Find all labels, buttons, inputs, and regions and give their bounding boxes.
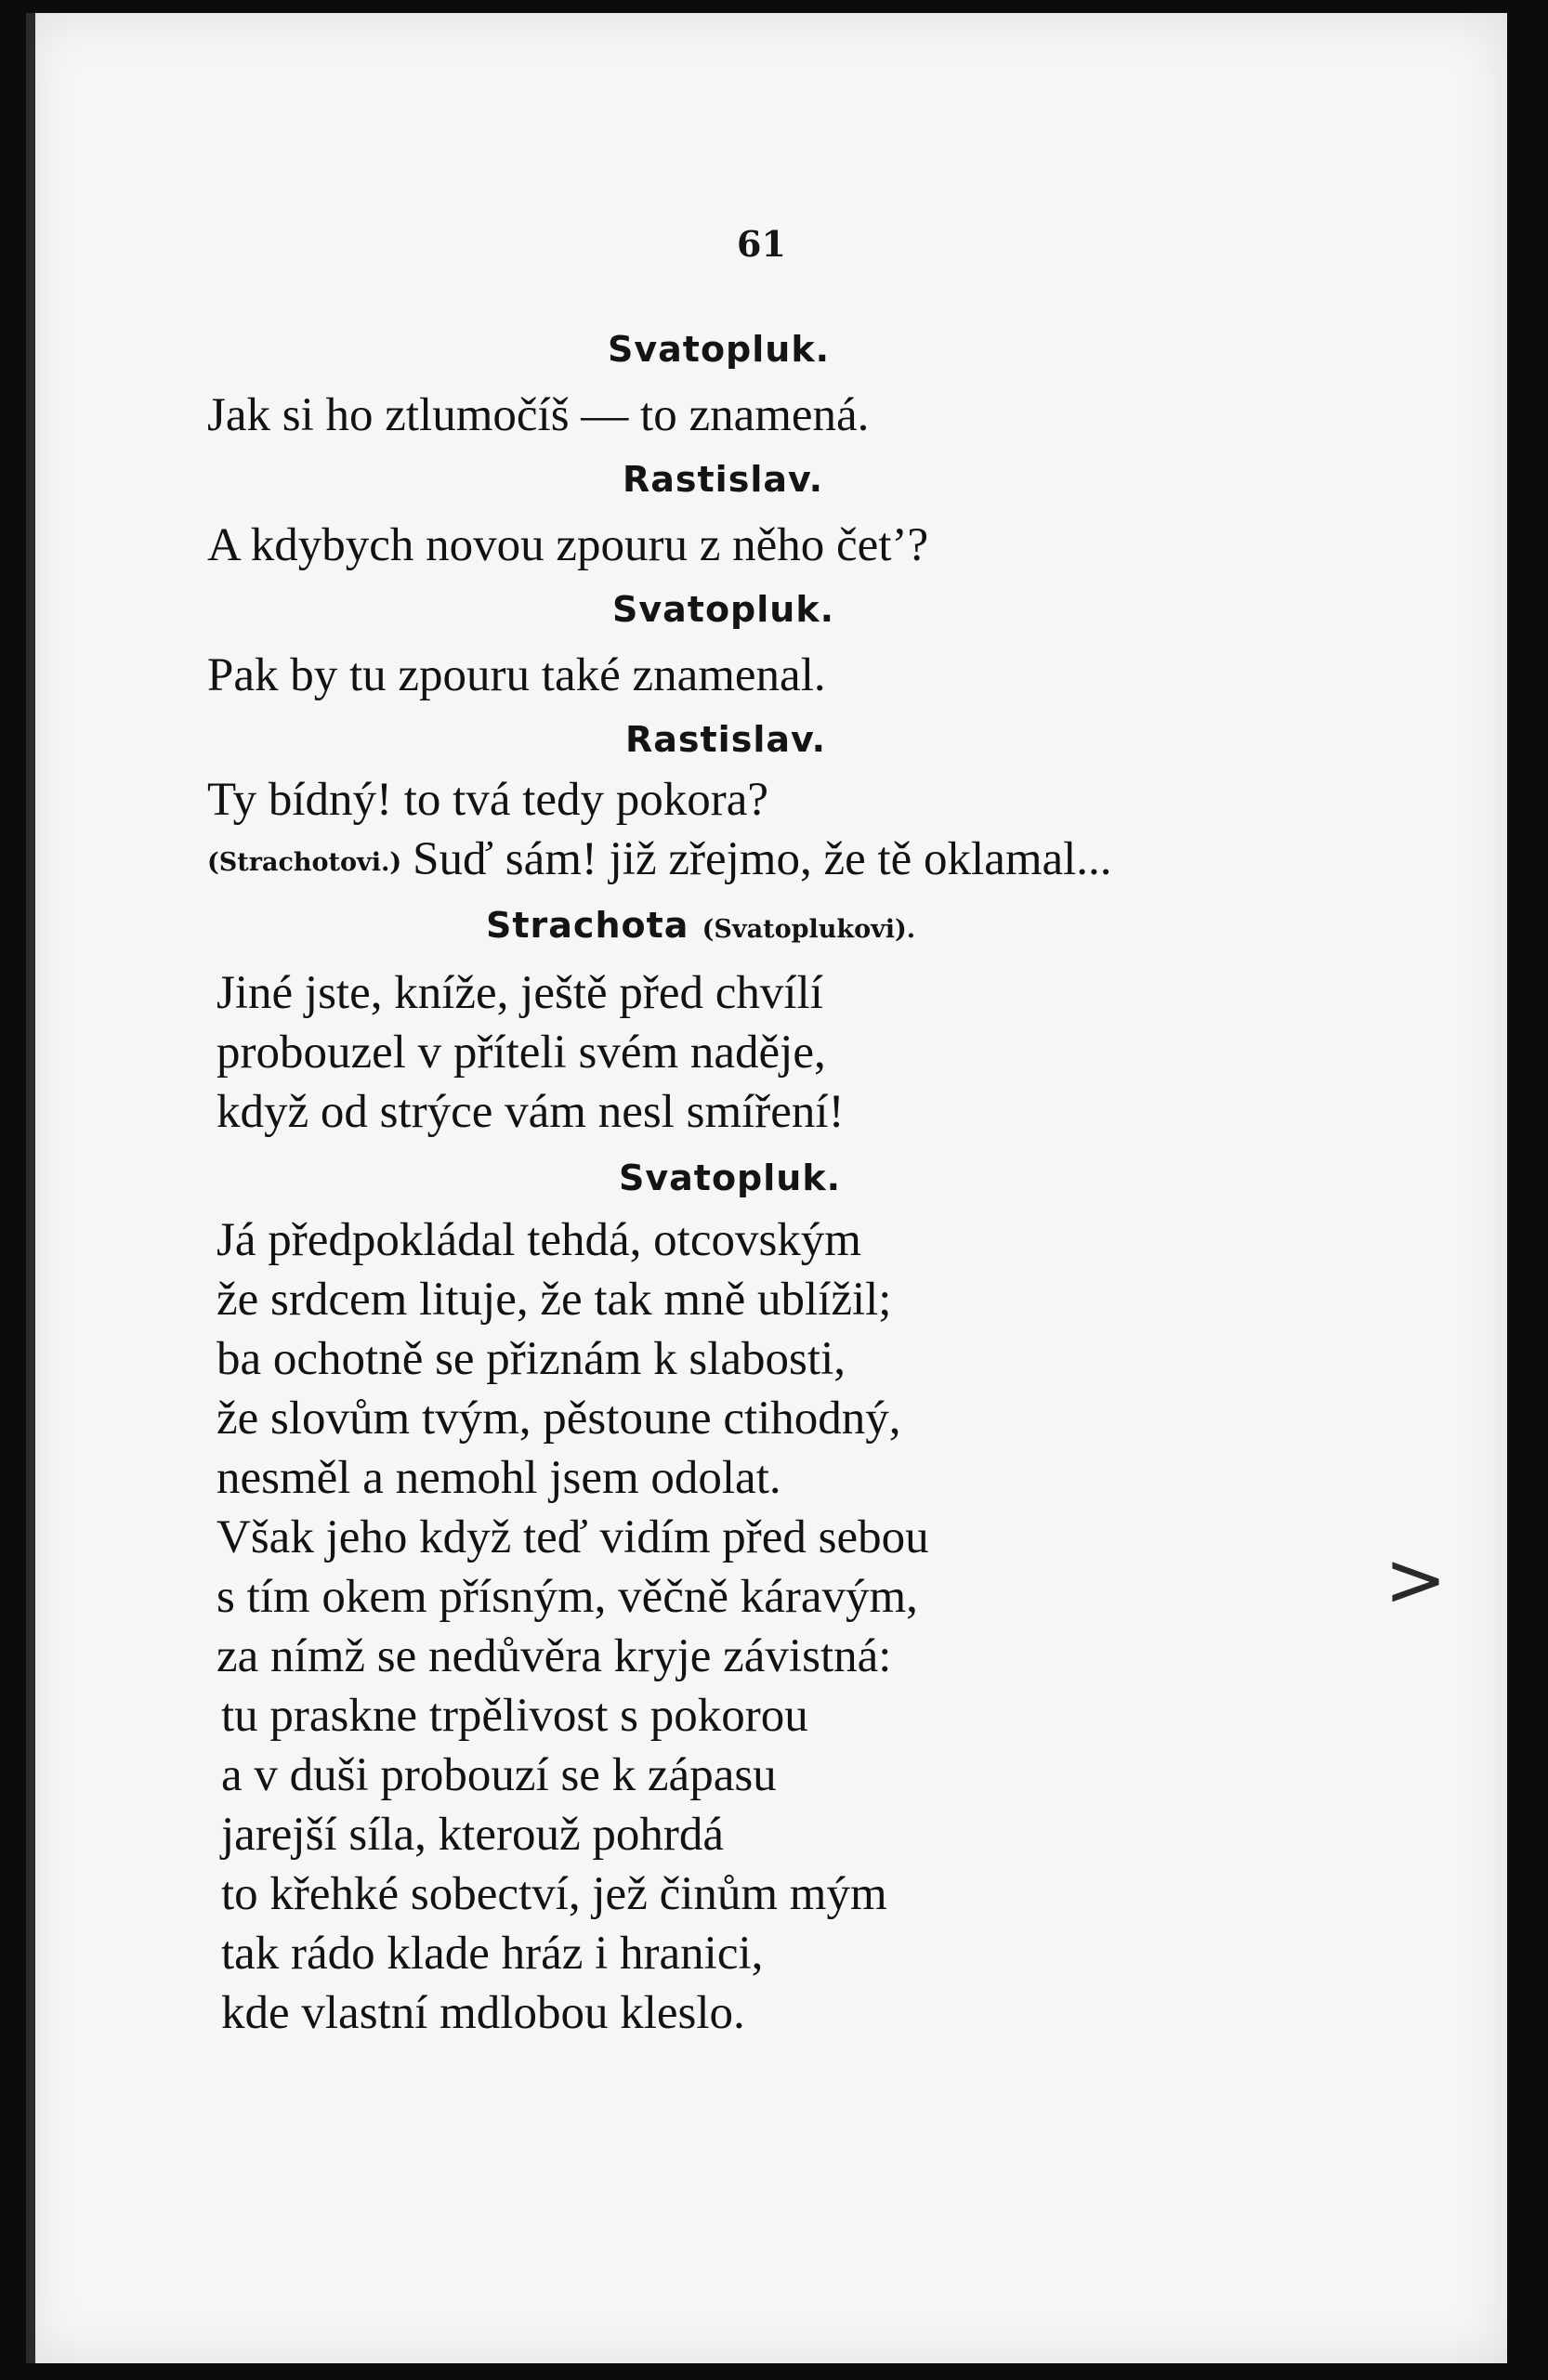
speaker-svatopluk: Svatopluk. (608, 329, 831, 370)
verse-line: za nímž se nedůvěra kryje závistná: (216, 1630, 892, 1682)
verse-line: nesměl a nemohl jsem odolat. (216, 1452, 781, 1504)
speaker-svatopluk: Svatopluk. (619, 1157, 842, 1198)
margin-mark: > (1384, 1537, 1448, 1623)
verse-line: A kdybych novou zpouru z něho čet’? (207, 519, 929, 571)
verse-line: a v duši probouzí se k zápasu (221, 1749, 777, 1801)
verse-line: že slovům tvým, pěstoune ctihodný, (216, 1393, 901, 1445)
verse-line: Ty bídný! to tvá tedy pokora? (207, 774, 769, 826)
verse-line: to křehké sobectví, jež činům mým (221, 1868, 887, 1920)
speaker-rastislav: Rastislav. (623, 459, 824, 500)
binding-shadow (26, 13, 35, 2363)
book-page (26, 13, 1507, 2363)
verse-line: Jak si ho ztlumočíš — to znamená. (207, 389, 870, 441)
verse-line: s tím okem přísným, věčně káravým, (216, 1571, 918, 1623)
verse-line: Však jeho když teď vidím před sebou (216, 1511, 929, 1563)
speaker-strachota (486, 905, 915, 946)
verse-line: Já předpokládal tehdá, otcovským (216, 1214, 861, 1266)
verse-line: tak rádo klade hráz i hranici, (221, 1928, 764, 1980)
stage-direction: (Strachotovi.) (207, 848, 402, 877)
verse-line: Pak by tu zpouru také znamenal. (207, 649, 826, 701)
verse-line: ba ochotně se přiznám k slabosti, (216, 1333, 846, 1385)
page-number: 61 (737, 223, 786, 265)
verse-line: že srdcem lituje, že tak mně ublížil; (216, 1274, 892, 1326)
speaker-svatopluk: Svatopluk. (612, 589, 835, 630)
speaker-name: Strachota (486, 905, 689, 946)
verse-line: kde vlastní mdlobou kleslo. (221, 1987, 745, 2039)
verse-line: jarejší síla, kterouž pohrdá (221, 1809, 724, 1861)
stage-direction: (Svatoplukovi). (702, 915, 916, 944)
verse-line: probouzel v příteli svém naděje, (216, 1027, 826, 1079)
speaker-rastislav: Rastislav. (625, 719, 827, 760)
aside-line (207, 833, 1112, 885)
verse-line: Jiné jste, kníže, ještě před chvílí (216, 967, 823, 1019)
verse-line: když od strýce vám nesl smíření! (216, 1086, 845, 1138)
aside-text: Suď sám! již zřejmo, že tě oklamal... (413, 833, 1112, 885)
verse-line: tu praskne trpělivost s pokorou (221, 1690, 808, 1742)
